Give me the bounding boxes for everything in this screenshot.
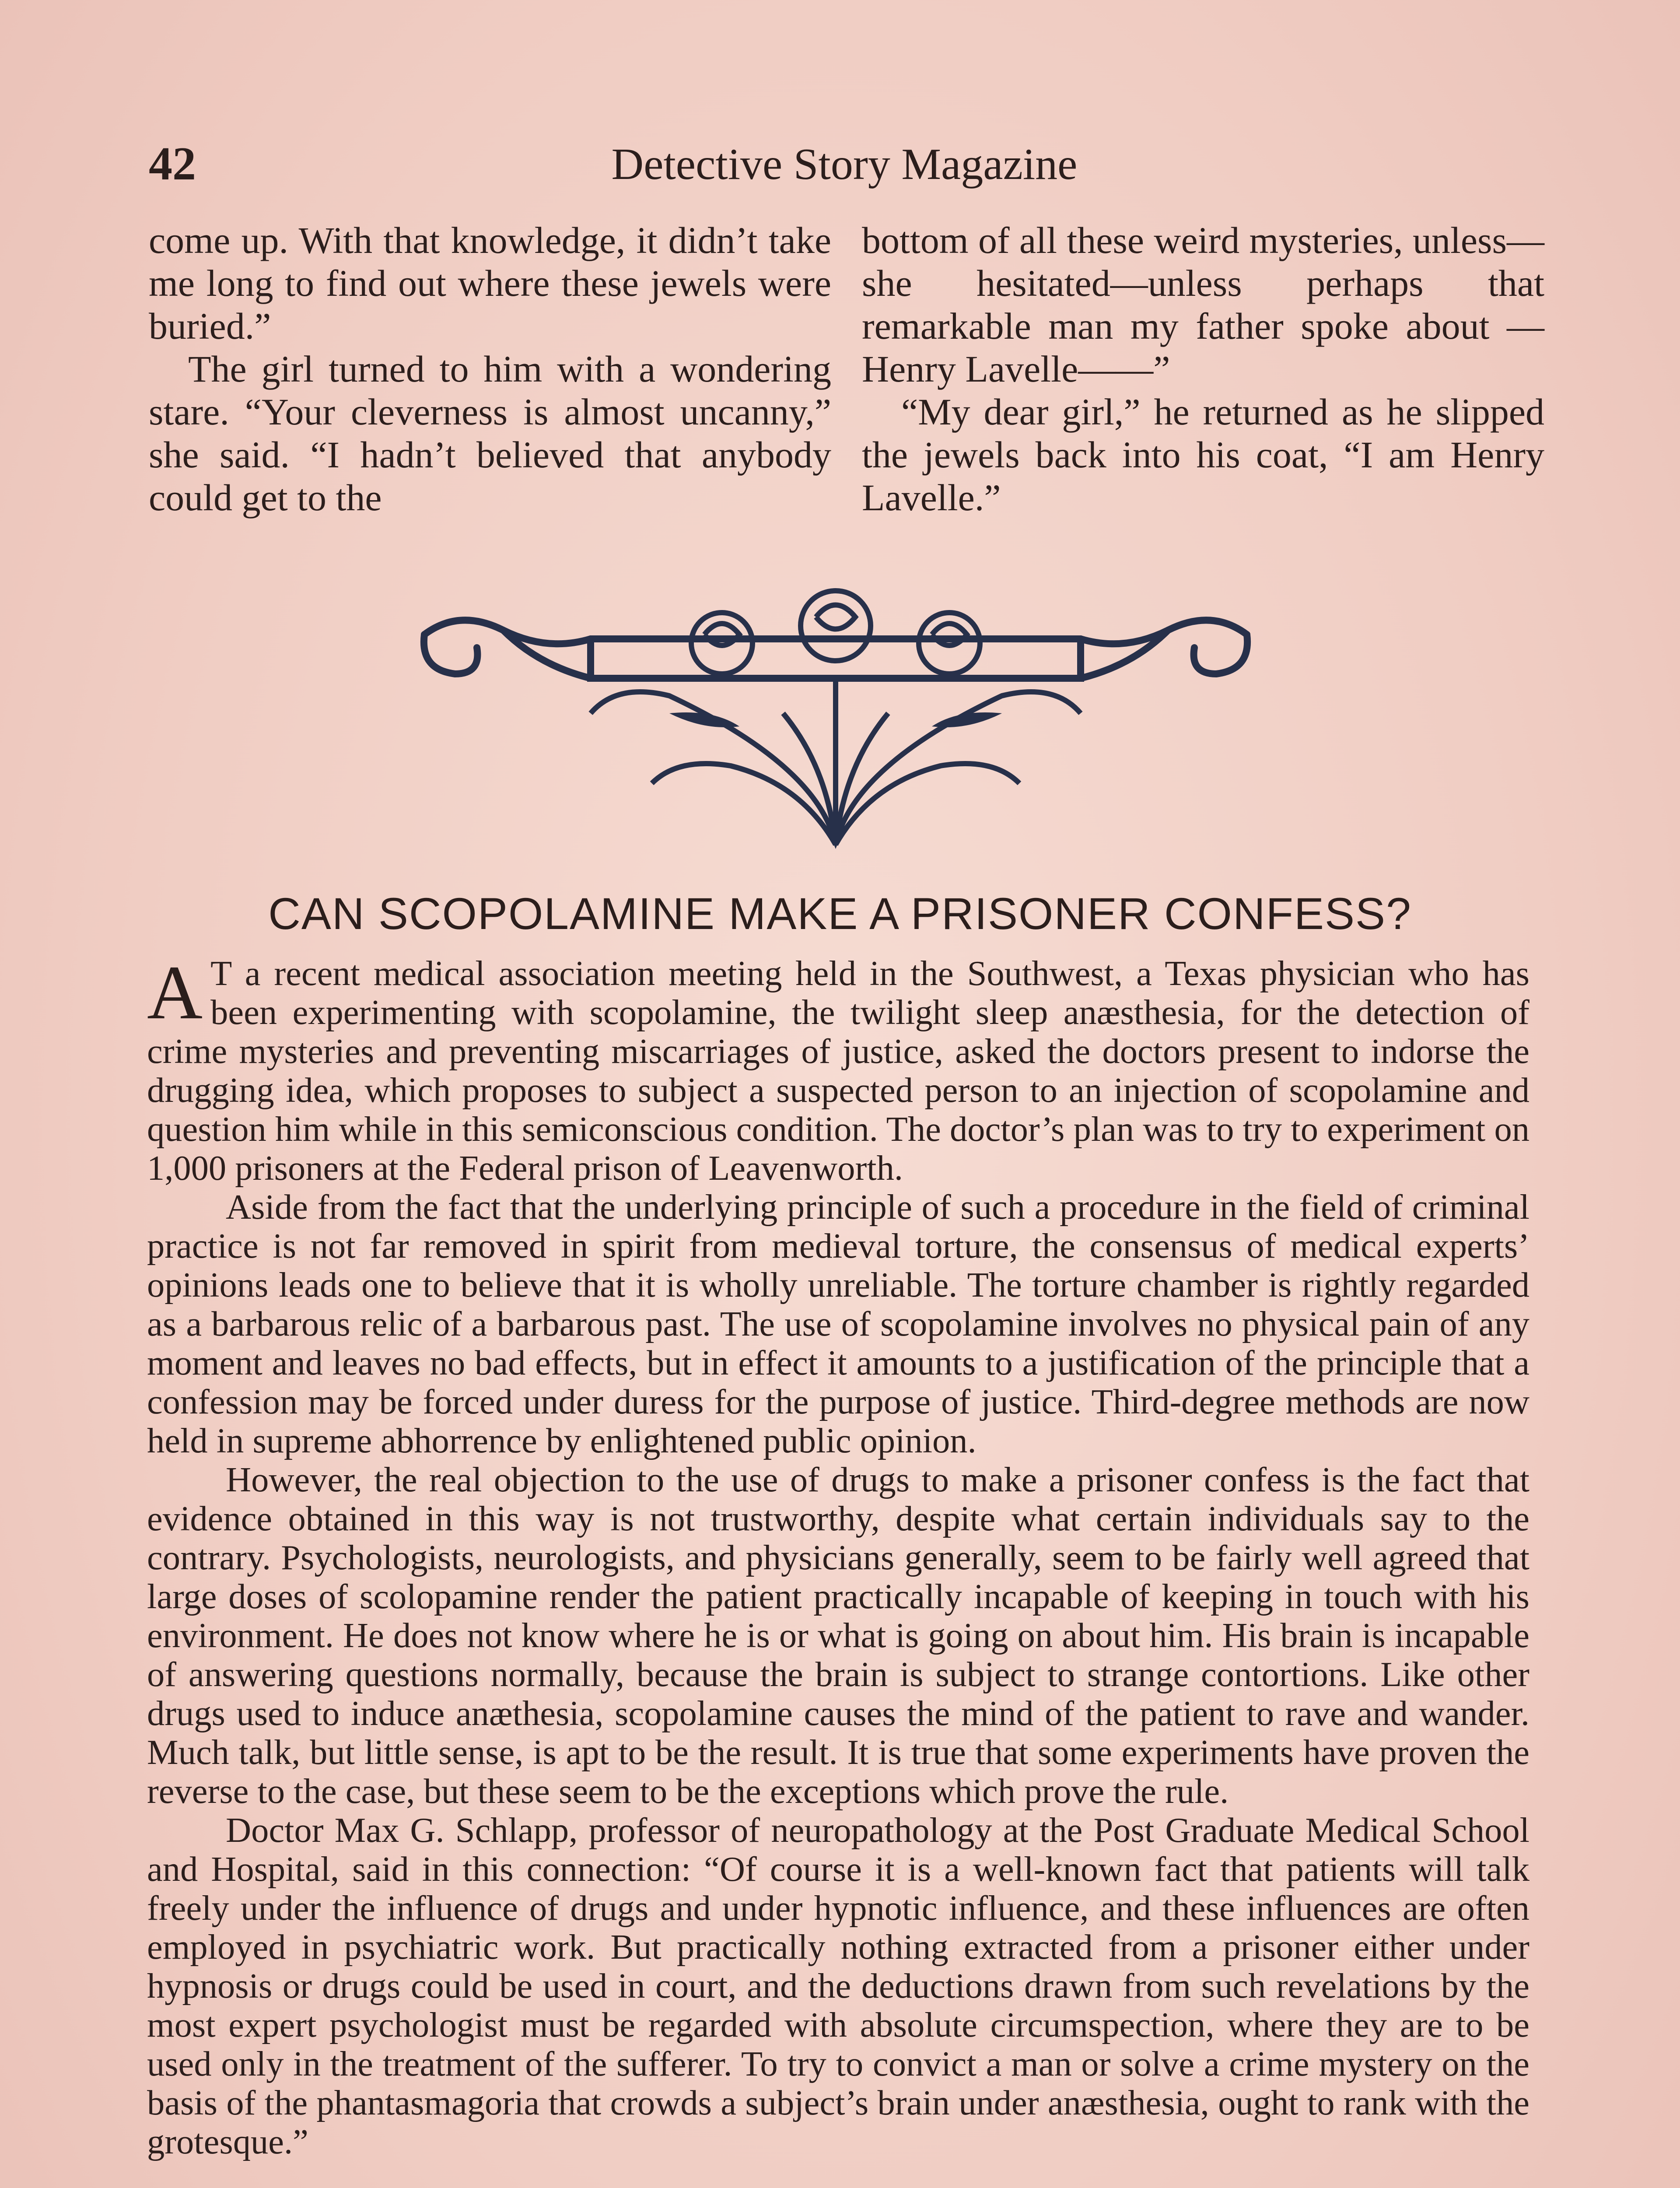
article-paragraph: However, the real objection to the use of drugs to make a prisoner confess is the fact that evidence obtained in this way is not trustworthy, despite what certain individuals say to the contrary. Psychologists, neurologists, and physicians generally, seem to be fairly well agreed that large doses of scolopamine render the patient practically incapable of keeping in touch with his environment. He does not know where he is or what is going on about him. His brain is incapable of answering questions normally, because the brain is subject to strange contortions. Like other drugs used to induce anæthesia, scopolamine causes the mind of the patient to rave and wander. Much talk, but little sense, is apt to be the result. It is true that some experiments have proven the reverse to the case, but these seem to be the exceptions which prove the rule.: [147, 1460, 1530, 1811]
article-paragraph: Aside from the fact that the underlying principle of such a procedure in the field of criminal practice is not far removed in spirit from medieval torture, the consensus of medical experts’ opinions leads one to believe that it is wholly unreliable. The torture chamber is rightly regarded as a barbarous relic of a barbarous past. The use of scopolamine involves no physical pain of any moment and leaves no bad effects, but in effect it amounts to a justification of the principle that a confession may be forced under duress for the purpose of justice. Third-degree methods are now held in supreme abhorrence by enlightened public opinion.: [147, 1188, 1530, 1460]
drop-cap: A: [147, 950, 203, 1035]
story-paragraph: “My dear girl,” he returned as he slipped the jewels back into his coat, “I am Henry Lavelle.”: [862, 391, 1544, 519]
story-end-left-column: [149, 219, 831, 519]
story-end-right-column: [862, 219, 1544, 519]
story-paragraph: bottom of all these weird mysteries, unless—she hesitated—unless perhaps that remarkable man my father spoke about —Henry Lavelle——”: [862, 219, 1544, 390]
article-paragraph: Doctor Max G. Schlapp, professor of neuropathology at the Post Graduate Medical School and Hospital, said in this connection: “Of course it is a well-known fact that patients will talk freely under the influence of drugs and under hypnotic influence, and these influences are often employed in psychiatric work. But practically nothing extracted from a prisoner either under hypnosis or drugs could be used in court, and the deductions drawn from such revelations by the most expert psychologist must be regarded with absolute circumspection, where they are to be used only in the treatment of the sufferer. To try to convict a man or solve a crime mystery on the basis of the phantasmagoria that crowds a subject’s brain under anæsthesia, ought to rank with the grotesque.”: [147, 1811, 1530, 2161]
article-paragraph: [147, 950, 1530, 1188]
article-body: [147, 950, 1530, 2161]
floral-scroll-ornament-icon: [407, 582, 1264, 853]
article-title: CAN SCOPOLAMINE MAKE A PRISONER CONFESS?: [268, 889, 1412, 939]
first-paragraph-text: T a recent medical association meeting held in the Southwest, a Texas physician who has been experimenting with scopolamine, the twilight sleep anæsthesia, for the detection of crime mysteries and preventing miscarriages of justice, asked the doctors present to indorse the drugging idea, which proposes to subject a suspected person to an injection of scopolamine and question him while in this semiconscious condition. The doctor’s plan was to try to experiment on 1,000 prisoners at the Federal prison of Leavenworth.: [147, 954, 1530, 1188]
page-header: [149, 131, 1540, 197]
story-paragraph: The girl turned to him with a wondering stare. “Your cleverness is almost uncanny,” she said. “I hadn’t believed that anybody could get to the: [149, 348, 831, 519]
page-number: 42: [149, 138, 196, 190]
running-head: Detective Story Magazine: [611, 139, 1078, 189]
story-paragraph: come up. With that knowledge, it didn’t take me long to find out where these jewels were buried.”: [149, 219, 831, 347]
